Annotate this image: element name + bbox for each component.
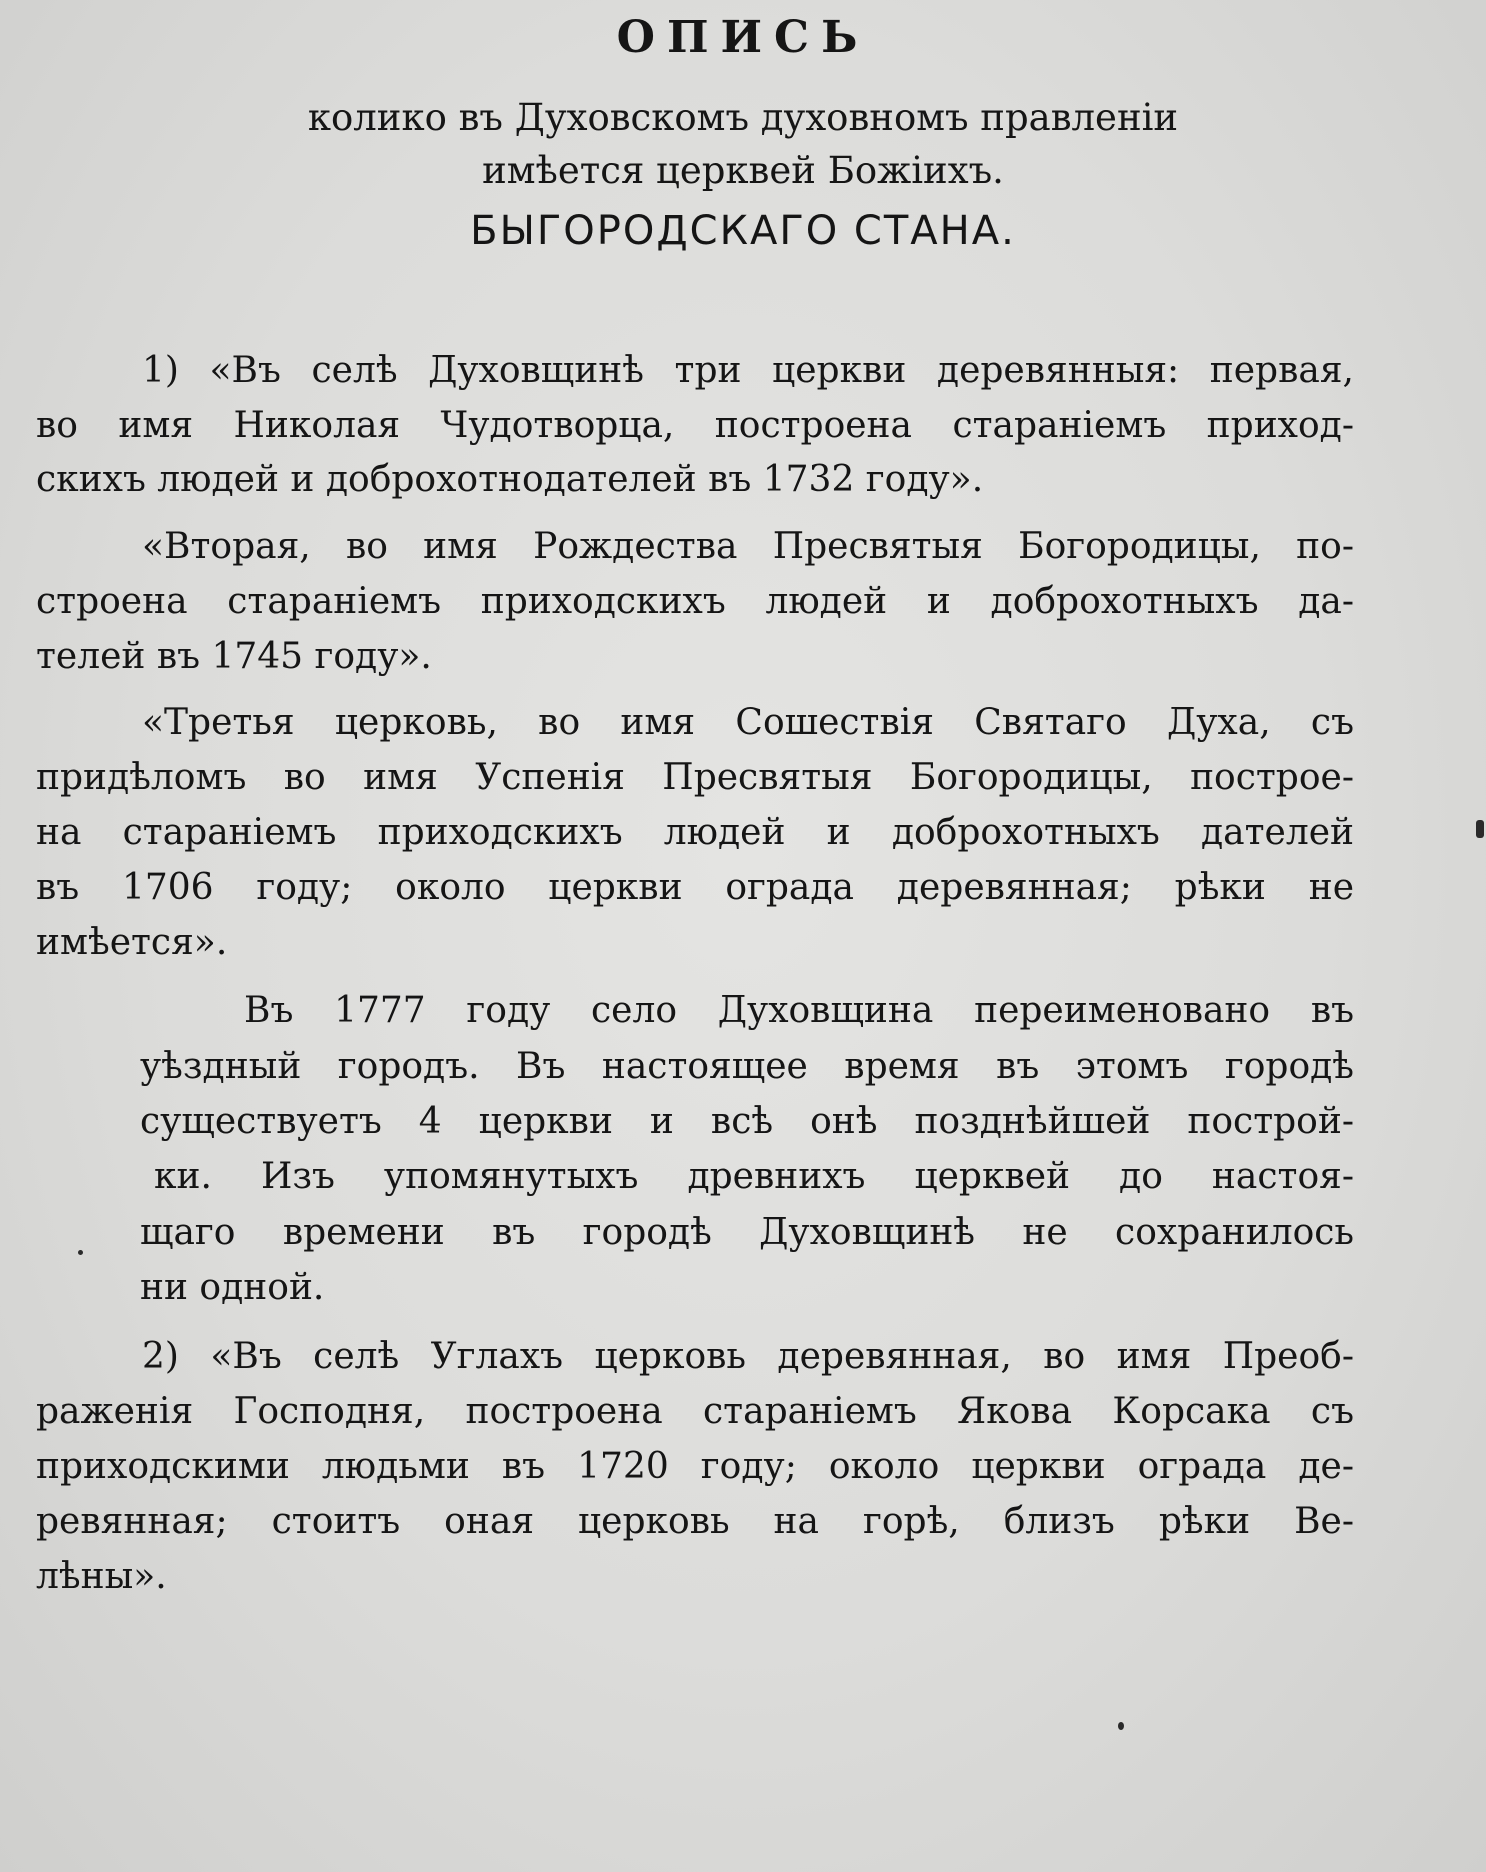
subtitle-line-2: имѣется церквей Божіихъ.	[482, 149, 1004, 192]
ink-speck	[1476, 820, 1484, 838]
body-line: приходскими людьми въ 1720 году; около церкви ограда де-	[36, 1446, 1354, 1487]
body-line: «Вторая, во имя Рождества Пресвятыя Богородицы, по-	[142, 526, 1354, 567]
ink-speck	[78, 1250, 83, 1255]
body-line: во имя Николая Чудотворца, построена стараніемъ приход-	[36, 405, 1354, 446]
section-heading: БЫГОРОДСКАГО СТАНА.	[470, 208, 1016, 254]
body-line: существуетъ 4 церкви и всѣ онѣ позднѣйшей построй-	[140, 1101, 1354, 1142]
body-line: придѣломъ во имя Успенія Пресвятыя Богородицы, построе-	[36, 757, 1354, 798]
body-line: 1) «Въ селѣ Духовщинѣ три церкви деревянныя: первая,	[142, 350, 1354, 391]
body-line: уѣздный городъ. Въ настоящее время въ этомъ городѣ	[140, 1046, 1354, 1087]
body-line: щаго времени въ городѣ Духовщинѣ не сохранилось	[140, 1212, 1354, 1253]
body-line: Въ 1777 году село Духовщина переименовано въ	[244, 990, 1354, 1031]
body-line: имѣется».	[36, 922, 228, 963]
body-line: на стараніемъ приходскихъ людей и доброхотныхъ дателей	[36, 812, 1354, 853]
body-line: телей въ 1745 году».	[36, 636, 432, 677]
body-line: 2) «Въ селѣ Углахъ церковь деревянная, во имя Преоб-	[142, 1336, 1354, 1377]
subtitle-line-1: колико въ Духовскомъ духовномъ правленіи	[307, 96, 1179, 139]
body-line: строена стараніемъ приходскихъ людей и доброхотныхъ да-	[36, 581, 1354, 622]
body-line: скихъ людей и доброхотнодателей въ 1732 году».	[36, 459, 984, 500]
document-title: ОПИСЬ	[616, 12, 870, 63]
ink-speck	[1118, 1722, 1124, 1730]
body-line: ни одной.	[140, 1267, 325, 1308]
body-line: лѣны».	[36, 1556, 167, 1597]
body-line: ревянная; стоитъ оная церковь на горѣ, близъ рѣки Ве-	[36, 1501, 1354, 1542]
body-line: «Третья церковь, во имя Сошествія Святаго Духа, съ	[142, 702, 1354, 743]
body-line: раженія Господня, построена стараніемъ Якова Корсака съ	[36, 1391, 1354, 1432]
body-line: въ 1706 году; около церкви ограда деревянная; рѣки не	[36, 867, 1354, 908]
body-line: ки. Изъ упомянутыхъ древнихъ церквей до настоя-	[154, 1156, 1354, 1197]
